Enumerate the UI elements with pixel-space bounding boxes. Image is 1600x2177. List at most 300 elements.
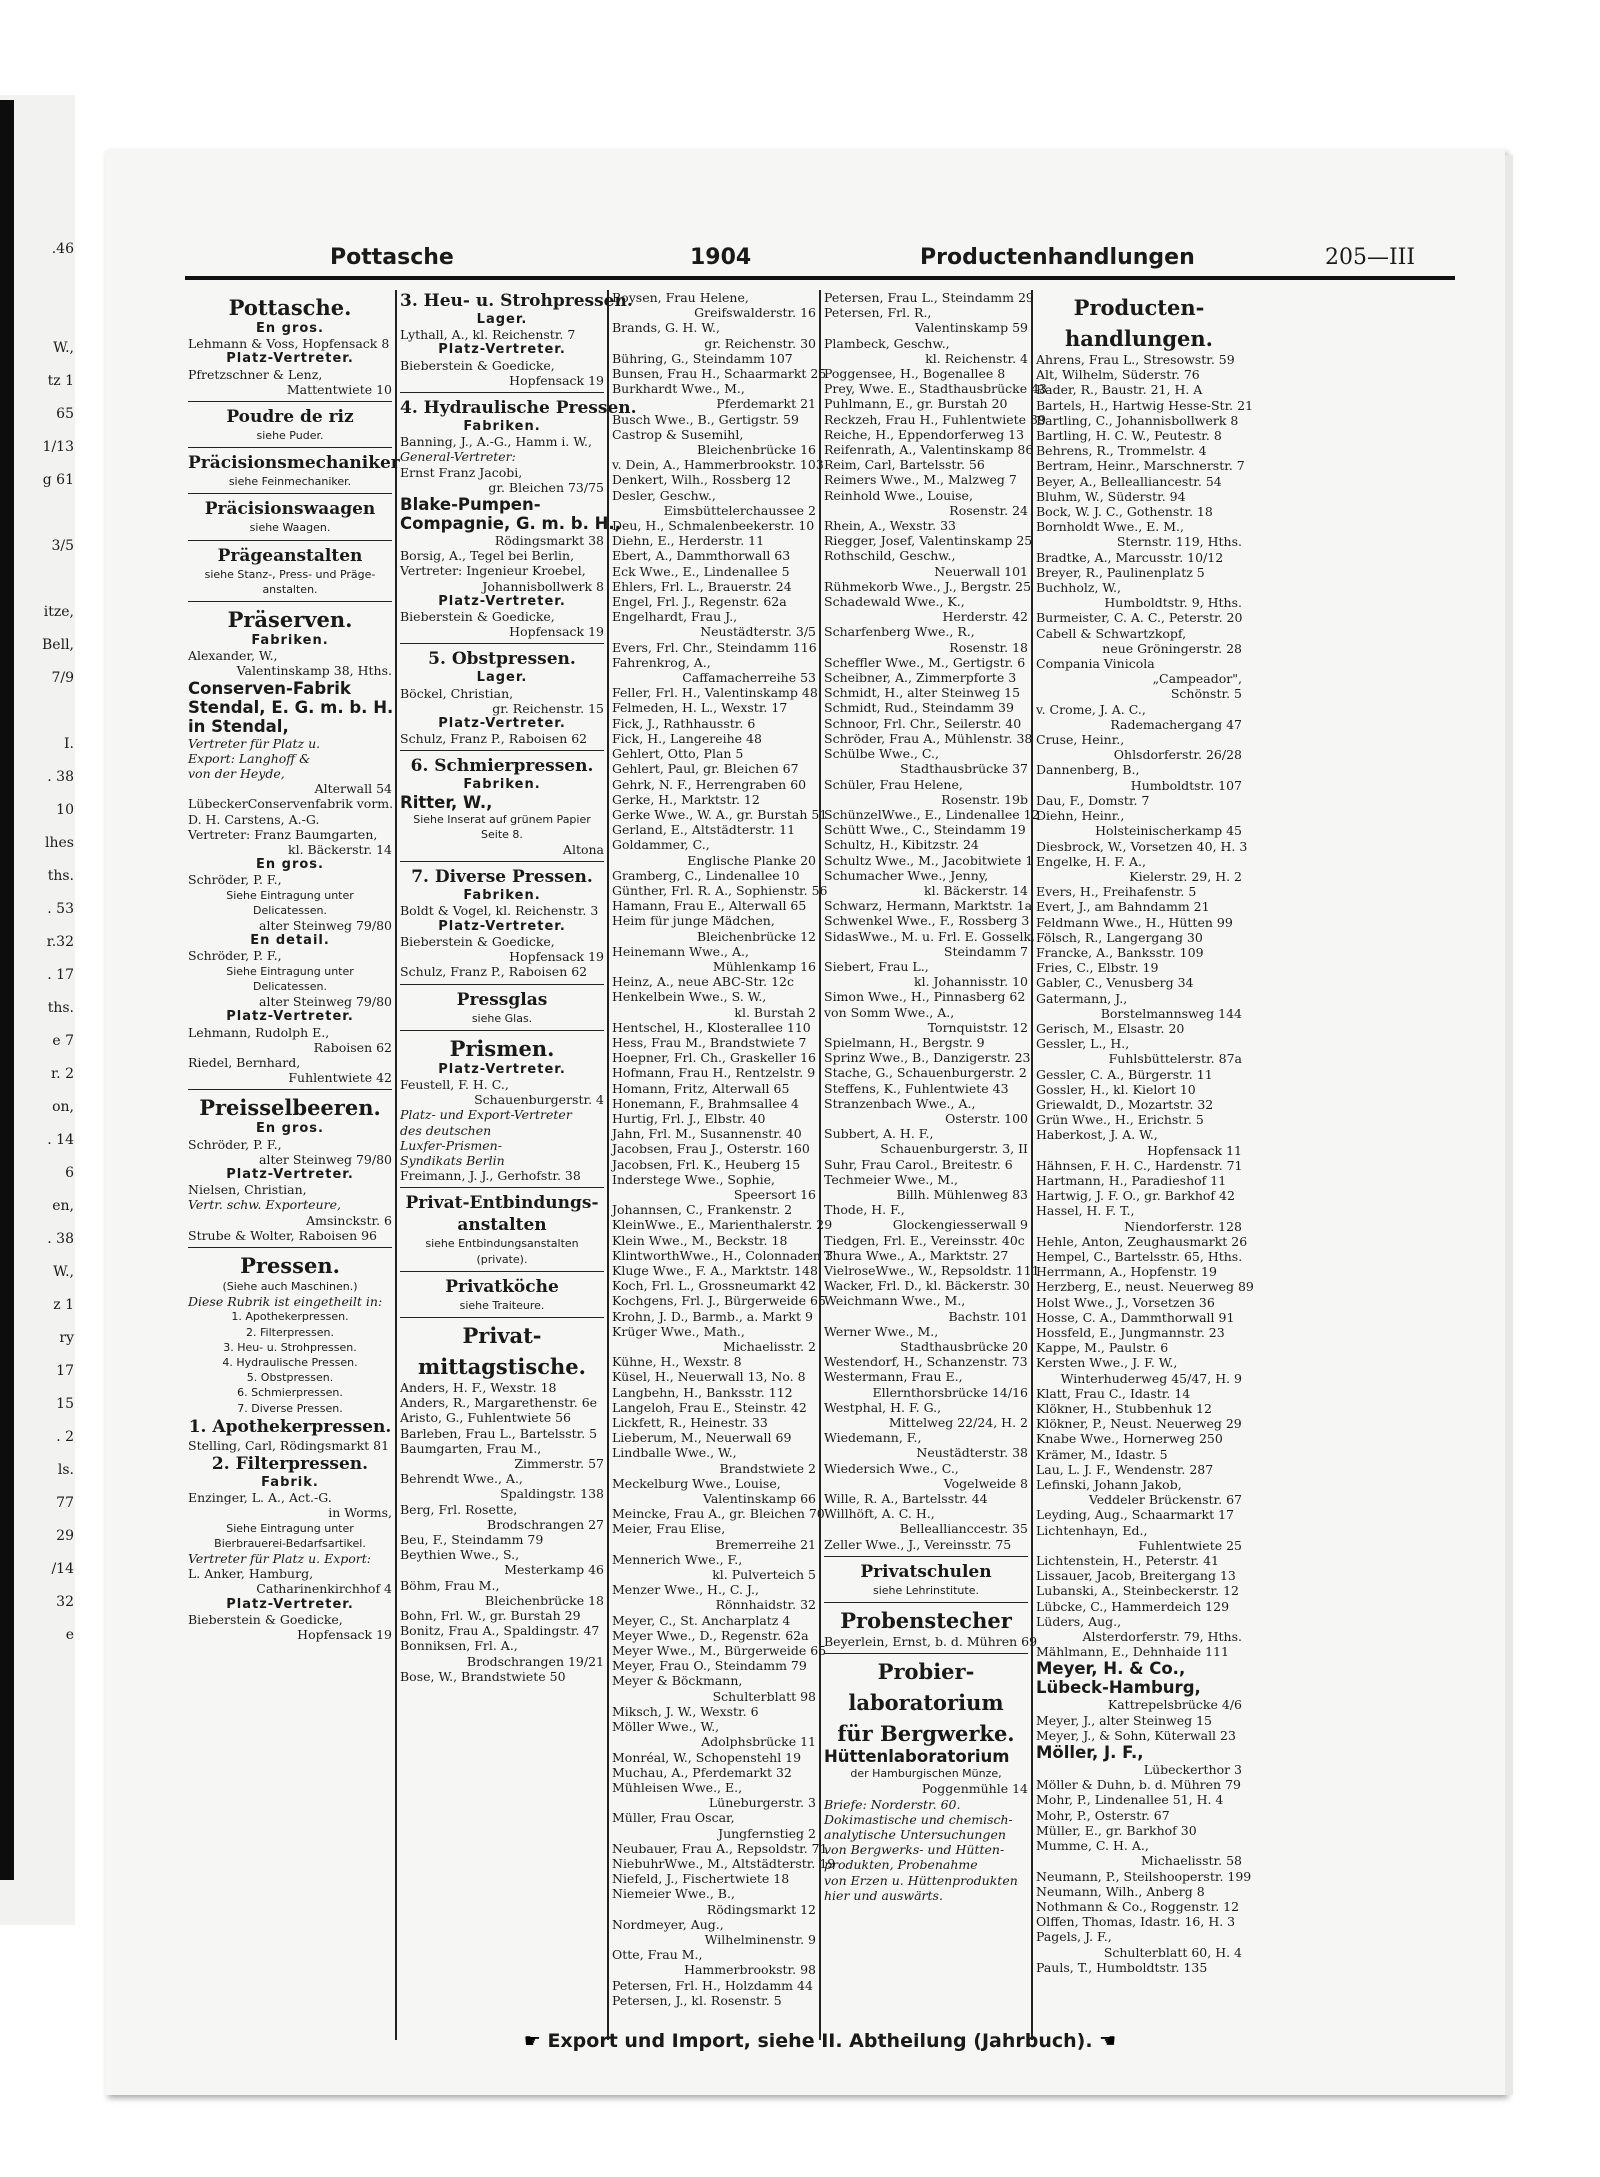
entry-address: Fuhlentwiete 25 (1138, 1537, 1242, 1553)
entry-line: Klein Wwe., M., Beckstr. 18 (612, 1232, 788, 1248)
entry-line: Lefinski, Johann Jakob, (1036, 1477, 1182, 1493)
entry-line: Gessler, L., H., (1036, 1036, 1130, 1052)
entry-address: Hopfensack 19 (509, 949, 604, 965)
entry-line: Hossfeld, E., Jungmannstr. 23 (1036, 1325, 1225, 1340)
entry-address: Brodschrangen 19/21 (466, 1653, 604, 1669)
italic-note: General-Vertreter: (400, 449, 516, 465)
entry-line: Wiedemann, F., (824, 1430, 922, 1446)
reference-note: siehe Entbindungsanstalten (425, 1237, 579, 1251)
running-header (185, 245, 1460, 275)
margin-fragment: lhes (45, 835, 74, 851)
entry-line: Bühring, G., Steindamm 107 (612, 350, 793, 366)
subsection-heading: Privatköche (445, 1276, 559, 1297)
entry-line: Möller & Duhn, b. d. Mühren 79 (1036, 1777, 1241, 1793)
entry-line: Gehlert, Paul, gr. Bleichen 67 (612, 761, 799, 777)
entry-address: Altona (562, 842, 604, 858)
entry-line: Schwenkel Wwe., F., Rossberg 3 (824, 913, 1030, 929)
entry-line: Baumgarten, Frau M., (400, 1440, 542, 1456)
margin-fragment (16, 702, 74, 721)
entry-line: Sprinz Wwe., B., Danzigerstr. 23 (824, 1050, 1031, 1066)
category-label: Fabriken. (251, 633, 329, 649)
entry-line: Neumann, P., Steilshooperstr. 199 (1036, 1868, 1252, 1884)
entry-address: Rademachergang 47 (1110, 716, 1242, 732)
category-label: Lager. (476, 670, 528, 686)
subsection-heading: 7. Diverse Pressen. (411, 867, 593, 888)
entry-address: Billh. Mühlenweg 83 (896, 1186, 1028, 1202)
entry-line: Subbert, A. H. F., (824, 1126, 934, 1142)
entry-line: Reifenrath, A., Valentinskamp 86 (824, 442, 1034, 458)
entry-line: Bader, R., Baustr. 21, H. A (1036, 382, 1203, 398)
entry-address: Johannisbollwerk 8 (482, 578, 604, 594)
entry-line: Heim für junge Mädchen, (612, 913, 775, 929)
entry-address: Michaelisstr. 2 (722, 1339, 816, 1355)
section-heading: laboratorium (848, 1690, 1004, 1716)
italic-note: Syndikats Berlin (400, 1152, 505, 1168)
entry-line: Ernst Franz Jacobi, (400, 464, 523, 480)
entry-address: Lüneburgerstr. 3 (708, 1795, 816, 1811)
entry-line: Evers, H., Freihafenstr. 5 (1036, 884, 1197, 900)
entry-line: Meyer, J., & Sohn, Küterwall 23 (1036, 1727, 1236, 1743)
entry-address: Neustädterstr. 38 (916, 1445, 1028, 1461)
reference-note: Siehe Eintragung unter (226, 964, 354, 978)
section-divider (400, 643, 604, 644)
section-heading: Producten- (1073, 295, 1205, 320)
entry-line: Lübcke, C., Hammerdeich 129 (1036, 1598, 1230, 1614)
entry-address: Mattentwiete 10 (286, 381, 392, 397)
entry-address: Vogelweide 8 (943, 1475, 1028, 1491)
section-divider (188, 493, 392, 494)
entry-line: Busch Wwe., B., Gertigstr. 59 (612, 411, 799, 427)
entry-address: Bremerreihe 21 (715, 1536, 816, 1552)
entry-line: von Somm Wwe., A., (824, 1004, 955, 1020)
entry-line: Gossler, H., kl. Kielort 10 (1036, 1081, 1196, 1097)
reference-note: 1. Apothekerpressen. (231, 1310, 349, 1324)
entry-line: Herrmann, A., Hopfenstr. 19 (1036, 1264, 1217, 1280)
italic-note: Briefe: Norderstr. 60. (824, 1796, 961, 1812)
section-divider (188, 1247, 392, 1248)
margin-fragment (16, 504, 74, 523)
entry-line: Hassel, H. F. T., (1036, 1203, 1135, 1219)
subsection-heading: Privat-Entbindungs- (405, 1193, 599, 1214)
entry-line: Boldt & Vogel, kl. Reichenstr. 3 (400, 903, 599, 919)
entry-line: Diesbrock, W., Vorsetzen 40, H. 3 (1036, 838, 1248, 854)
subsection-heading: 4. Hydraulische Pressen. (400, 398, 637, 419)
entry-line: Banning, J., A.-G., Hamm i. W., (400, 434, 592, 450)
header-left-keyword: Pottasche (330, 245, 454, 270)
entry-address: Rosenstr. 19b (941, 791, 1028, 807)
entry-line: Mohr, P., Osterstr. 67 (1036, 1807, 1170, 1823)
entry-line: Meyer, C., St. Ancharplatz 4 (612, 1612, 791, 1628)
entry-line: Günther, Frl. R. A., Sophienstr. 56 (612, 882, 828, 898)
entry-line: Bose, W., Brandstwiete 50 (400, 1668, 566, 1684)
section-divider (400, 984, 604, 985)
entry-address: Hammerbrookstr. 98 (684, 1962, 816, 1978)
entry-line: Gehlert, Otto, Plan 5 (612, 746, 744, 762)
reference-note: siehe Feinmechaniker. (228, 475, 352, 489)
entry-line: Otte, Frau M., (612, 1947, 703, 1963)
section-heading: Pottasche. (228, 295, 352, 320)
italic-note: hier und auswärts. (824, 1887, 943, 1903)
margin-fragment: . 2 (56, 1429, 74, 1445)
entry-address: Alsterdorferstr. 79, Hths. (1082, 1629, 1242, 1645)
margin-fragment: . 17 (47, 967, 74, 983)
entry-line: Scheibner, A., Zimmerpforte 3 (824, 670, 1017, 686)
entry-address: Raboisen 62 (313, 1039, 392, 1055)
entry-line: NiebuhrWwe., M., Altstädterstr. 19 (612, 1855, 836, 1871)
entry-address: Pferdemarkt 21 (716, 396, 816, 412)
category-label: Fabrik. (261, 1474, 319, 1490)
entry-line: Langeloh, Frau E., Steinstr. 42 (612, 1399, 807, 1415)
entry-address: alter Steinweg 79/80 (259, 918, 392, 934)
margin-fragment: g 61 (42, 472, 74, 488)
entry-address: Spaldingstr. 138 (500, 1486, 604, 1502)
entry-line: Gessler, C. A., Bürgerstr. 11 (1036, 1066, 1213, 1082)
entry-line: Langbehn, H., Banksstr. 112 (612, 1384, 793, 1400)
column-4 (821, 290, 1047, 2040)
margin-fragment: e 7 (52, 1033, 74, 1049)
reference-note: 7. Diverse Pressen. (237, 1401, 343, 1415)
entry-address: Ohlsdorferstr. 26/28 (1113, 747, 1242, 763)
entry-line: Riegger, Josef, Valentinskamp 25 (824, 533, 1033, 549)
entry-line: Fölsch, R., Langergang 30 (1036, 929, 1203, 945)
entry-line: Alexander, W., (188, 648, 278, 664)
entry-line: Stranzenbach Wwe., A., (824, 1095, 976, 1111)
entry-address: Hopfensack 19 (509, 372, 604, 388)
subsection-heading: Prägeanstalten (217, 545, 363, 566)
entry-address: Stadthausbrücke 20 (900, 1339, 1028, 1355)
entry-line: v. Dein, A., Hammerbrookstr. 103 (612, 457, 824, 473)
category-label: Platz-Vertreter. (226, 1009, 354, 1025)
entry-line: Griewaldt, D., Mozartstr. 32 (1036, 1096, 1214, 1112)
entry-address: Holsteinischerkamp 45 (1095, 823, 1242, 839)
entry-line: Muchau, A., Pferdemarkt 32 (612, 1764, 792, 1780)
entry-address: Bleichenbrücke 18 (485, 1592, 604, 1608)
entry-address: Brodschrangen 27 (487, 1516, 604, 1532)
margin-fragment (16, 306, 74, 325)
entry-line: Enzinger, L. A., Act.-G. (188, 1490, 332, 1506)
entry-line: Alt, Wilhelm, Süderstr. 76 (1036, 367, 1200, 383)
entry-line: Bieberstein & Goedicke, (400, 609, 555, 625)
entry-line: Hamann, Frau E., Alterwall 65 (612, 898, 807, 914)
margin-fragment: z 1 (53, 1297, 74, 1313)
entry-line: Bertram, Heinr., Marschnerstr. 7 (1036, 458, 1245, 474)
entry-address: Winterhuderweg 45/47, H. 9 (1060, 1370, 1242, 1386)
entry-line: Neubauer, Frau A., Repsoldstr. 71 (612, 1840, 828, 1856)
entry-line: Meyer, Frau O., Steindamm 79 (612, 1658, 807, 1674)
header-rule (185, 276, 1455, 280)
entry-line: Koch, Frl. L., Grossneumarkt 42 (612, 1278, 816, 1294)
section-heading: für Bergwerke. (837, 1721, 1015, 1747)
reference-note: Seite 8. (481, 827, 523, 841)
entry-line: Lubanski, A., Steinbeckerstr. 12 (1036, 1583, 1240, 1599)
entry-line: Klatt, Frau C., Idastr. 14 (1036, 1385, 1191, 1401)
margin-fragment: 17 (56, 1363, 74, 1379)
entry-line: Wiedersich Wwe., C., (824, 1460, 959, 1476)
section-heading: Privat- (462, 1322, 542, 1348)
entry-line: Petersen, Frl. R., (824, 305, 932, 321)
entry-line: Westphal, H. F. G., (824, 1399, 942, 1415)
entry-address: Lübeckerthor 3 (1143, 1762, 1242, 1778)
entry-address: Bleichenbrücke 12 (697, 928, 816, 944)
category-label: Fabriken. (463, 777, 541, 793)
entry-line: Krämer, M., Idastr. 5 (1036, 1446, 1168, 1462)
entry-line: Bornholdt Wwe., E. M., (1036, 519, 1184, 535)
margin-fragment: ths. (47, 1000, 74, 1016)
entry-line: Poggensee, H., Bogenallee 8 (824, 366, 1006, 382)
column-2 (397, 290, 637, 2040)
entry-line: Francke, A., Banksstr. 109 (1036, 944, 1204, 960)
subsection-heading: 1. Apothekerpressen. (188, 1416, 392, 1437)
subsection-heading: Privatschulen (860, 1561, 992, 1582)
section-heading: Probenstecher (840, 1608, 1012, 1634)
reference-note: 3. Heu- u. Strohpressen. (223, 1340, 357, 1354)
entry-line: Johannsen, C., Frankenstr. 2 (612, 1202, 793, 1218)
entry-address: Amsinckstr. 6 (306, 1212, 392, 1228)
section-divider (188, 1089, 392, 1090)
category-label: En gros. (256, 321, 324, 336)
entry-address: Neustädterstr. 3/5 (700, 624, 816, 640)
entry-line: Compania Vinicola (1036, 656, 1155, 672)
entry-line: SchünzelWwe., E., Lindenallee 12 (824, 806, 1040, 822)
entry-address: gr. Reichenstr. 15 (492, 700, 604, 716)
entry-line: Plambeck, Geschw., (824, 335, 950, 351)
entry-line: Fahrenkrog, A., (612, 654, 711, 670)
entry-line: Feldmann Wwe., H., Hütten 99 (1036, 914, 1233, 930)
entry-line: Anders, H. F., Wexstr. 18 (400, 1379, 557, 1395)
entry-address: neue Gröningerstr. 28 (1102, 640, 1242, 656)
entry-line: Hempel, C., Bartelsstr. 65, Hths. (1036, 1248, 1243, 1264)
margin-fragment: W., (53, 340, 74, 356)
entry-address: Kielerstr. 29, H. 2 (1129, 868, 1242, 884)
entry-address: Schulterblatt 60, H. 4 (1103, 1944, 1242, 1960)
reference-note: Siehe Eintragung unter (226, 888, 354, 902)
entry-line: Hurtig, Frl. J., Elbstr. 40 (612, 1110, 766, 1126)
entry-address: Rosenstr. 24 (949, 502, 1028, 518)
entry-line: Stache, G., Schauenburgerstr. 2 (824, 1065, 1027, 1081)
entry-address: kl. Pulverteich 5 (712, 1567, 816, 1583)
section-divider (400, 861, 604, 862)
column-1 (185, 290, 400, 2040)
entry-line: Schmidt, Rud., Steindamm 39 (824, 700, 1014, 716)
entry-address: Eimsbüttelerchaussee 2 (663, 502, 816, 518)
margin-fragment: itze, (43, 604, 74, 620)
entry-address: Speersort 16 (733, 1186, 816, 1202)
margin-fragment: . 53 (47, 901, 74, 917)
entry-line: Feller, Frl. H., Valentinskamp 48 (612, 685, 818, 701)
entry-address: Rödingsmarkt 38 (494, 533, 604, 549)
entry-address: Mesterkamp 46 (504, 1562, 604, 1578)
category-label: Lager. (476, 312, 528, 327)
entry-line: Haberkost, J. A. W., (1036, 1127, 1158, 1143)
entry-line: Inderstege Wwe., Sophie, (612, 1171, 775, 1187)
entry-line: Beu, F., Steindamm 79 (400, 1531, 544, 1547)
entry-line: Aristo, G., Fuhlentwiete 56 (400, 1410, 572, 1426)
entry-line: Hentschel, H., Klosterallee 110 (612, 1019, 811, 1035)
entry-line: Gerke, H., Marktstr. 12 (612, 791, 760, 807)
entry-address: Neuerwall 101 (934, 563, 1028, 579)
entry-address: Brandstwiete 2 (719, 1460, 816, 1476)
entry-line: Schumacher Wwe., Jenny, (824, 867, 989, 883)
reference-note: siehe Stanz-, Press- und Präge- (204, 567, 376, 581)
entry-address: Valentinskamp 66 (702, 1491, 816, 1507)
entry-line: Pauls, T., Humboldtstr. 135 (1036, 1959, 1208, 1975)
entry-line: Niefeld, J., Fischertwiete 18 (612, 1871, 790, 1887)
entry-line: Klökner, P., Neust. Neuerweg 29 (1036, 1416, 1242, 1432)
category-label: Fabriken. (463, 419, 541, 435)
entry-line: Burmeister, C. A. C., Peterstr. 20 (1036, 610, 1243, 626)
entry-line: LübeckerConservenfabrik vorm. (188, 796, 394, 812)
entry-line: Suhr, Frau Carol., Breitestr. 6 (824, 1156, 1013, 1172)
entry-line: Evert, J., am Bahndamm 21 (1036, 899, 1210, 915)
entry-address: Fuhlsbüttelerstr. 87a (1108, 1051, 1242, 1067)
entry-line: v. Crome, J. A. C., (1036, 701, 1146, 717)
entry-line: Hartwig, J. F. O., gr. Barkhof 42 (1036, 1188, 1235, 1204)
entry-address: Niendorferstr. 128 (1124, 1218, 1242, 1234)
category-label: En gros. (256, 857, 324, 873)
entry-line: Eck Wwe., E., Lindenallee 5 (612, 563, 790, 579)
margin-fragment (16, 273, 74, 292)
header-year: 1904 (690, 245, 752, 270)
column-5 (1033, 290, 1254, 2040)
entry-line: Lieberum, M., Neuerwall 69 (612, 1430, 792, 1446)
entry-line: Bluhm, W., Süderstr. 94 (1036, 488, 1186, 504)
category-label: Platz-Vertreter. (438, 593, 566, 609)
category-label: Platz-Vertreter. (226, 1596, 354, 1612)
entry-line: Meier, Frau Elise, (612, 1521, 726, 1537)
bold-entry: Compagnie, G. m. b. H., (400, 514, 621, 534)
margin-fragment: 77 (56, 1495, 74, 1511)
entry-line: Rühmekorb Wwe., J., Bergstr. 25 (824, 578, 1032, 594)
margin-fragment: /14 (51, 1561, 74, 1577)
entry-line: Müller, E., gr. Barkhof 30 (1036, 1822, 1197, 1838)
entry-address: Osterstr. 100 (945, 1110, 1028, 1126)
entry-address: Caffamacherreihe 53 (682, 670, 816, 686)
entry-address: Schauenburgerstr. 4 (474, 1092, 604, 1108)
entry-line: Schröder, P. F., (188, 948, 282, 964)
entry-line: Westendorf, H., Schanzenstr. 73 (824, 1354, 1028, 1370)
entry-address: Hopfensack 19 (509, 624, 604, 640)
entry-line: Meyer & Böckmann, (612, 1673, 743, 1689)
entry-address: kl. Bäckerstr. 14 (288, 842, 392, 858)
entry-line: Jacobsen, Frl. K., Heuberg 15 (612, 1156, 801, 1172)
entry-line: Mählmann, E., Dehnhaide 111 (1036, 1644, 1229, 1660)
entry-line: Lickfett, R., Heinestr. 33 (612, 1415, 768, 1431)
entry-line: Puhlmann, E., gr. Burstah 20 (824, 396, 1008, 412)
reference-note: Bierbrauerei-Bedarfsartikel. (214, 1536, 366, 1550)
entry-line: Feustell, F. H. C., (400, 1076, 509, 1092)
italic-note: von der Heyde, (188, 766, 285, 782)
entry-line: Bradtke, A., Marcusstr. 10/12 (1036, 549, 1224, 565)
bold-entry: Stendal, E. G. m. b. H. (188, 697, 394, 717)
section-heading: Prismen. (449, 1035, 555, 1061)
italic-note: von Bergwerks- und Hütten- (824, 1842, 1005, 1858)
entry-line: Thode, H. F., (824, 1202, 905, 1218)
entry-line: Meincke, Frau A., gr. Bleichen 70 (612, 1506, 825, 1522)
entry-line: Beyerlein, Ernst, b. d. Mühren 69 (824, 1634, 1038, 1650)
subsection-heading: 5. Obstpressen. (428, 649, 576, 670)
entry-line: KlintworthWwe., H., Colonnaden 3 (612, 1247, 833, 1263)
section-divider (400, 1187, 604, 1188)
entry-address: Stadthausbrücke 37 (900, 761, 1028, 777)
section-divider (824, 1653, 1028, 1654)
margin-fragment: e (65, 1627, 74, 1643)
entry-line: Ebert, A., Dammthorwall 63 (612, 548, 791, 564)
entry-line: Hartmann, H., Paradieshof 11 (1036, 1172, 1227, 1188)
section-divider (400, 1030, 604, 1031)
category-label: Platz-Vertreter. (226, 351, 354, 367)
entry-line: Grün Wwe., H., Erichstr. 5 (1036, 1112, 1204, 1128)
entry-line: Boysen, Frau Helene, (612, 290, 749, 305)
entry-line: Reimers Wwe., M., Malzweg 7 (824, 472, 1017, 488)
category-label: Fabriken. (463, 888, 541, 904)
entry-line: Dannenberg, B., (1036, 762, 1140, 778)
entry-line: Böckel, Christian, (400, 685, 514, 701)
entry-line: Goldammer, C., (612, 837, 710, 853)
entry-line: Bunsen, Frau H., Schaarmarkt 25 (612, 366, 827, 382)
entry-line: Stelling, Carl, Rödingsmarkt 81 (188, 1437, 390, 1453)
subsection-heading: anstalten (457, 1215, 547, 1236)
entry-line: KleinWwe., E., Marienthalerstr. 29 (612, 1217, 833, 1233)
entry-line: Krohn, J. D., Barmb., a. Markt 9 (612, 1308, 813, 1324)
entry-line: Engelhardt, Frau J., (612, 609, 738, 625)
italic-note: Export: Langhoff & (188, 750, 311, 766)
reference-note: Siehe Eintragung unter (226, 1521, 354, 1535)
entry-line: Cruse, Heinr., (1036, 732, 1125, 748)
margin-fragment: tz 1 (47, 373, 74, 389)
entry-line: Rhein, A., Wexstr. 33 (824, 518, 956, 534)
entry-line: Gerisch, M., Elsastr. 20 (1036, 1020, 1185, 1036)
entry-line: Tiedgen, Frl. E., Vereinsstr. 40c (824, 1232, 1025, 1248)
category-label: Platz-Vertreter. (438, 1061, 566, 1077)
entry-address: Valentinskamp 38, Hths. (236, 663, 392, 679)
margin-fragment: en, (52, 1198, 74, 1214)
reference-note: 6. Schmierpressen. (237, 1386, 343, 1400)
margin-fragment: Bell, (42, 637, 74, 653)
section-heading: Pressen. (240, 1252, 340, 1278)
book-gutter (0, 100, 14, 1880)
entry-line: Denkert, Wilh., Rossberg 12 (612, 472, 792, 488)
entry-line: Rothschild, Geschw., (824, 548, 956, 564)
reference-note: (private). (476, 1252, 528, 1266)
section-heading: handlungen. (1065, 326, 1213, 351)
entry-line: Henkelbein Wwe., S. W., (612, 989, 767, 1005)
entry-address: Bleichenbrücke 16 (697, 442, 816, 458)
entry-line: Schultz, H., Kibitzstr. 24 (824, 837, 979, 853)
entry-address: gr. Bleichen 73/75 (488, 479, 604, 495)
entry-line: Cabell & Schwartzkopf, (1036, 625, 1187, 641)
entry-address: Wilhelminenstr. 9 (704, 1931, 816, 1947)
section-heading: mittagstische. (418, 1353, 586, 1379)
entry-line: Simon Wwe., H., Pinnasberg 62 (824, 989, 1026, 1005)
entry-line: Kappe, M., Paulstr. 6 (1036, 1340, 1169, 1356)
margin-fragment: 15 (56, 1396, 74, 1412)
entry-line: Desler, Geschw., (612, 487, 716, 503)
entry-line: Holst Wwe., J., Vorsetzen 36 (1036, 1294, 1215, 1310)
italic-note: des deutschen (400, 1122, 492, 1138)
entry-line: VielroseWwe., W., Repsoldstr. 111 (824, 1263, 1040, 1278)
entry-line: Mumme, C. H. A., (1036, 1838, 1149, 1854)
entry-address: Steindamm 7 (943, 943, 1028, 959)
entry-line: Prey, Wwe. E., Stadthausbrücke 43 (824, 381, 1047, 397)
reference-note: siehe Lehrinstitute. (873, 1583, 979, 1597)
entry-line: Buchholz, W., (1036, 580, 1122, 596)
entry-address: Veddeler Brückenstr. 67 (1088, 1492, 1242, 1508)
entry-address: Poggenmühle 14 (921, 1781, 1028, 1797)
entry-line: Schnoor, Frl. Chr., Seilerstr. 40 (824, 715, 1022, 731)
entry-line: Leyding, Aug., Schaarmarkt 17 (1036, 1507, 1235, 1523)
bold-entry: Conserven-Fabrik (188, 678, 351, 698)
category-label: Platz-Vertreter. (438, 342, 566, 358)
